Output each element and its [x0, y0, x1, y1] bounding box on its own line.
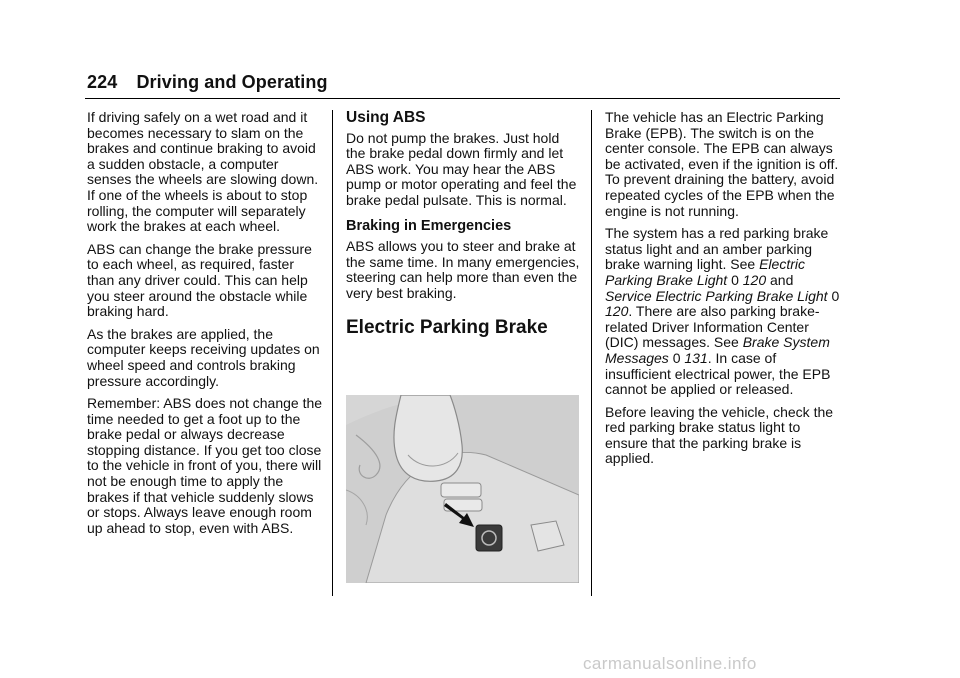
paragraph-warning-lights — [605, 226, 842, 398]
heading-using-abs: Using ABS — [346, 109, 426, 126]
paragraph: The vehicle has an Electric Parking Brake (EPB). The switch is on the center console. The EPB can always be activated, even if the ignition is off. To prevent draining the battery, avoid repeated cycles of the EPB when the engine is not running. — [605, 109, 839, 219]
column-right — [605, 110, 842, 474]
page-header — [87, 72, 328, 93]
xref-service-epb-light[interactable]: Service Electric Parking Brake Light — [605, 287, 828, 304]
column-divider — [332, 110, 333, 596]
column-middle — [346, 109, 581, 338]
xref-page[interactable]: 120 — [605, 303, 629, 320]
xref-page[interactable]: 120 — [742, 271, 767, 288]
page-number: 224 — [87, 72, 118, 92]
paragraph: As the brakes are applied, the computer keeps receiving updates on wheel speed and controls braking pressure accordingly. — [87, 325, 320, 389]
paragraph: Do not pump the brakes. Just hold the brake pedal down firmly and let ABS work. You may hear the ABS pump or motor operating and feel the brake pedal pulsate. This is normal. — [346, 129, 577, 208]
section-title: Driving and Operating — [136, 72, 328, 92]
xref-epb-light[interactable]: Electric Parking Brake Light — [605, 256, 805, 288]
header-rule — [85, 98, 840, 99]
paragraph: If driving safely on a wet road and it becomes necessary to slam on the brakes and continue braking to avoid a sudden obstacle, a computer senses the wheels are slowing down. If one of the wheels is about to stop rolling, the computer will separately work the brakes at each wheel. — [87, 109, 319, 235]
paragraph: Remember: ABS does not change the time needed to get a foot up to the brake pedal or always decrease stopping distance. If you get too close to the vehicle in front of you, there will not be enough time to apply the brakes if that vehicle suddenly slows or stops. Always leave enough room up ahead to stop, even with ABS. — [87, 395, 323, 536]
xref-arrow-icon: 0 — [672, 349, 681, 366]
xref-arrow-icon: 0 — [831, 287, 840, 304]
watermark: carmanualsonline.info — [583, 654, 757, 673]
text-run: and — [766, 271, 794, 288]
column-divider — [591, 110, 592, 596]
paragraph: ABS can change the brake pressure to each wheel, as required, faster than any driver could. This can help you steer around the obstacle while braking hard. — [87, 240, 312, 320]
text-run: The system has a red parking brake status light and an amber parking brake warning light. See — [605, 225, 829, 273]
text-run: . In case of insufficient electrical power, the EPB cannot be applied or released. — [605, 349, 831, 398]
paragraph: Before leaving the vehicle, check the red parking brake status light to ensure that the parking brake is applied. — [605, 403, 834, 467]
xref-arrow-icon: 0 — [731, 271, 739, 288]
epb-console-illustration — [346, 395, 579, 583]
column-left — [87, 110, 323, 543]
text-run: . There are also parking brake-related Driver Information Center (DIC) messages. See — [605, 303, 820, 351]
xref-brake-messages[interactable]: Brake System Messages — [605, 334, 830, 366]
xref-page[interactable]: 131 — [684, 349, 708, 366]
heading-electric-parking-brake: Electric Parking Brake — [346, 316, 548, 338]
heading-braking-emergencies: Braking in Emergencies — [346, 217, 512, 234]
paragraph: ABS allows you to steer and brake at the same time. In many emergencies, steering can help more than even the very best braking. — [346, 238, 580, 301]
